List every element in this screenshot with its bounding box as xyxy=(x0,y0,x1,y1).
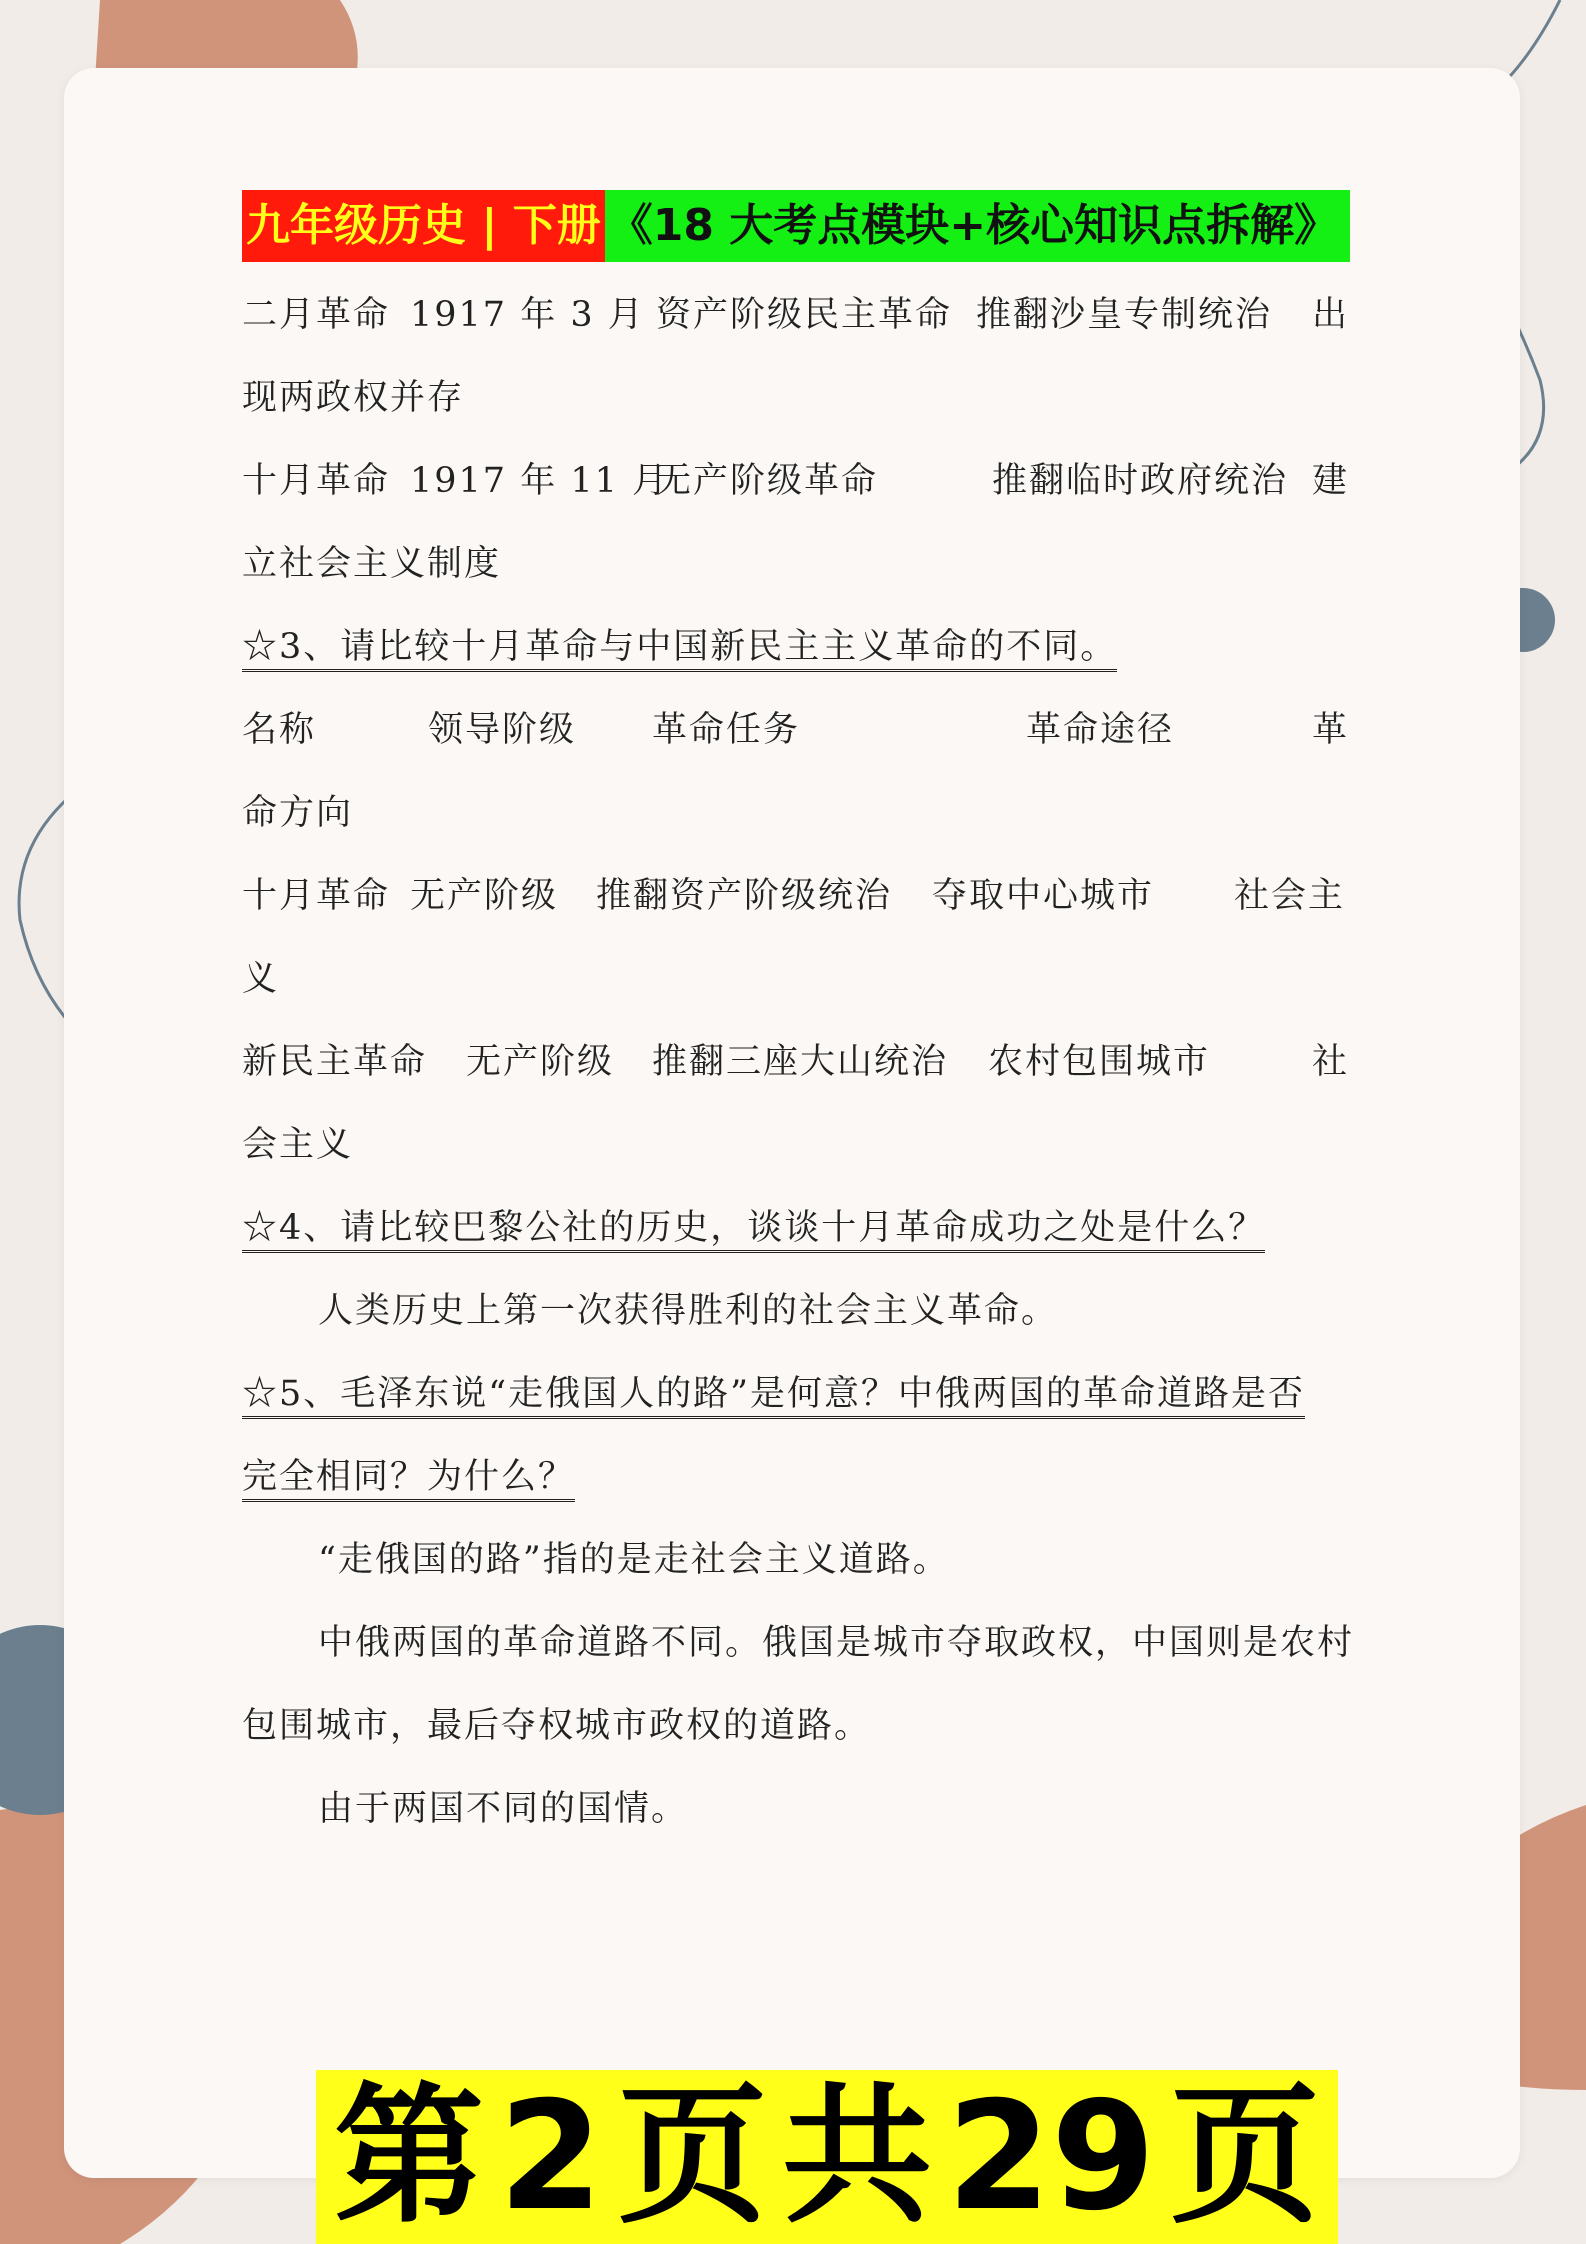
table-row xyxy=(242,1021,1350,1104)
header-path: 革命途径 xyxy=(1026,710,1175,750)
cell: 农村包围城市 xyxy=(988,1042,1211,1082)
footer-current-page: 2 xyxy=(498,2070,603,2244)
question-5-line-1: ☆5、毛泽东说“走俄国人的路”是何意？中俄两国的革命道路是否 xyxy=(242,1353,1350,1436)
cell: 夺取中心城市 xyxy=(932,876,1155,916)
table-row-wrap: 义 xyxy=(242,959,280,999)
question-4: ☆4、请比较巴黎公社的历史，谈谈十月革命成功之处是什么？ xyxy=(242,1187,1350,1270)
title-grade-label: 九年级历史 | 下册 xyxy=(242,190,605,262)
cell: 新民主革命 xyxy=(242,1042,428,1082)
header-leader: 领导阶级 xyxy=(428,710,577,750)
answer-5-part-2: 中俄两国的革命道路不同。俄国是城市夺取政权，中国则是农村 xyxy=(318,1623,1355,1663)
answer-5-part-1: “走俄国的路”指的是走社会主义道路。 xyxy=(318,1540,950,1580)
table-header xyxy=(242,689,1350,772)
footer-word: 共 xyxy=(782,2070,933,2244)
table-row-wrap: 会主义 xyxy=(242,1125,354,1165)
cell-result: 推翻临时政府统治 xyxy=(992,461,1289,501)
answer-4: 人类历史上第一次获得胜利的社会主义革命。 xyxy=(318,1291,1059,1331)
row-wrap: 立社会主义制度 xyxy=(242,544,502,584)
cell-result: 推翻沙皇专制统治 xyxy=(976,295,1273,335)
cell-name: 十月革命 xyxy=(242,461,391,501)
cell: 推翻三座大山统治 xyxy=(652,1042,949,1082)
header-task: 革命任务 xyxy=(652,710,801,750)
question-5-line-2: 完全相同？为什么？ xyxy=(242,1436,1350,1519)
page-title xyxy=(242,190,1350,262)
answer-5-part-3: 由于两国不同的国情。 xyxy=(318,1789,689,1829)
cell: 十月革命 xyxy=(242,876,391,916)
cell-name: 二月革命 xyxy=(242,295,391,335)
row-february-revolution xyxy=(242,274,1350,357)
page-number-banner xyxy=(316,2070,1338,2244)
cell: 推翻资产阶级统治 xyxy=(596,876,893,916)
cell: 无产阶级 xyxy=(410,876,559,916)
cell: 社会主 xyxy=(1234,876,1346,916)
cell: 无产阶级 xyxy=(466,1042,615,1082)
row-wrap: 现两政权并存 xyxy=(242,378,465,418)
table-row xyxy=(242,855,1350,938)
footer-word: 页 xyxy=(1169,2070,1320,2244)
cell-result-cont: 建 xyxy=(1312,461,1350,501)
cell-nature: 资产阶级民主革命 xyxy=(656,295,953,335)
cell-date: 1917 年 11 月 xyxy=(410,461,669,501)
row-october-revolution xyxy=(242,440,1350,523)
header-name: 名称 xyxy=(242,710,317,750)
header-direction: 革 xyxy=(1312,710,1350,750)
cell-result-cont: 出 xyxy=(1312,295,1350,335)
title-main-label: 《18 大考点模块+核心知识点拆解》 xyxy=(605,190,1350,262)
answer-5-part-2-cont: 包围城市，最后夺权城市政权的道路。 xyxy=(242,1706,872,1746)
cell-nature: 无产阶级革命 xyxy=(656,461,879,501)
question-3: ☆3、请比较十月革命与中国新民主主义革命的不同。 xyxy=(242,606,1350,689)
footer-word: 页 xyxy=(617,2070,768,2244)
footer-word: 第 xyxy=(334,2070,485,2244)
table-header-wrap: 命方向 xyxy=(242,793,354,833)
cell-date: 1917 年 3 月 xyxy=(410,295,645,335)
document-content xyxy=(242,190,1355,1851)
cell: 社 xyxy=(1312,1042,1350,1082)
footer-total-pages: 29 xyxy=(946,2070,1156,2244)
